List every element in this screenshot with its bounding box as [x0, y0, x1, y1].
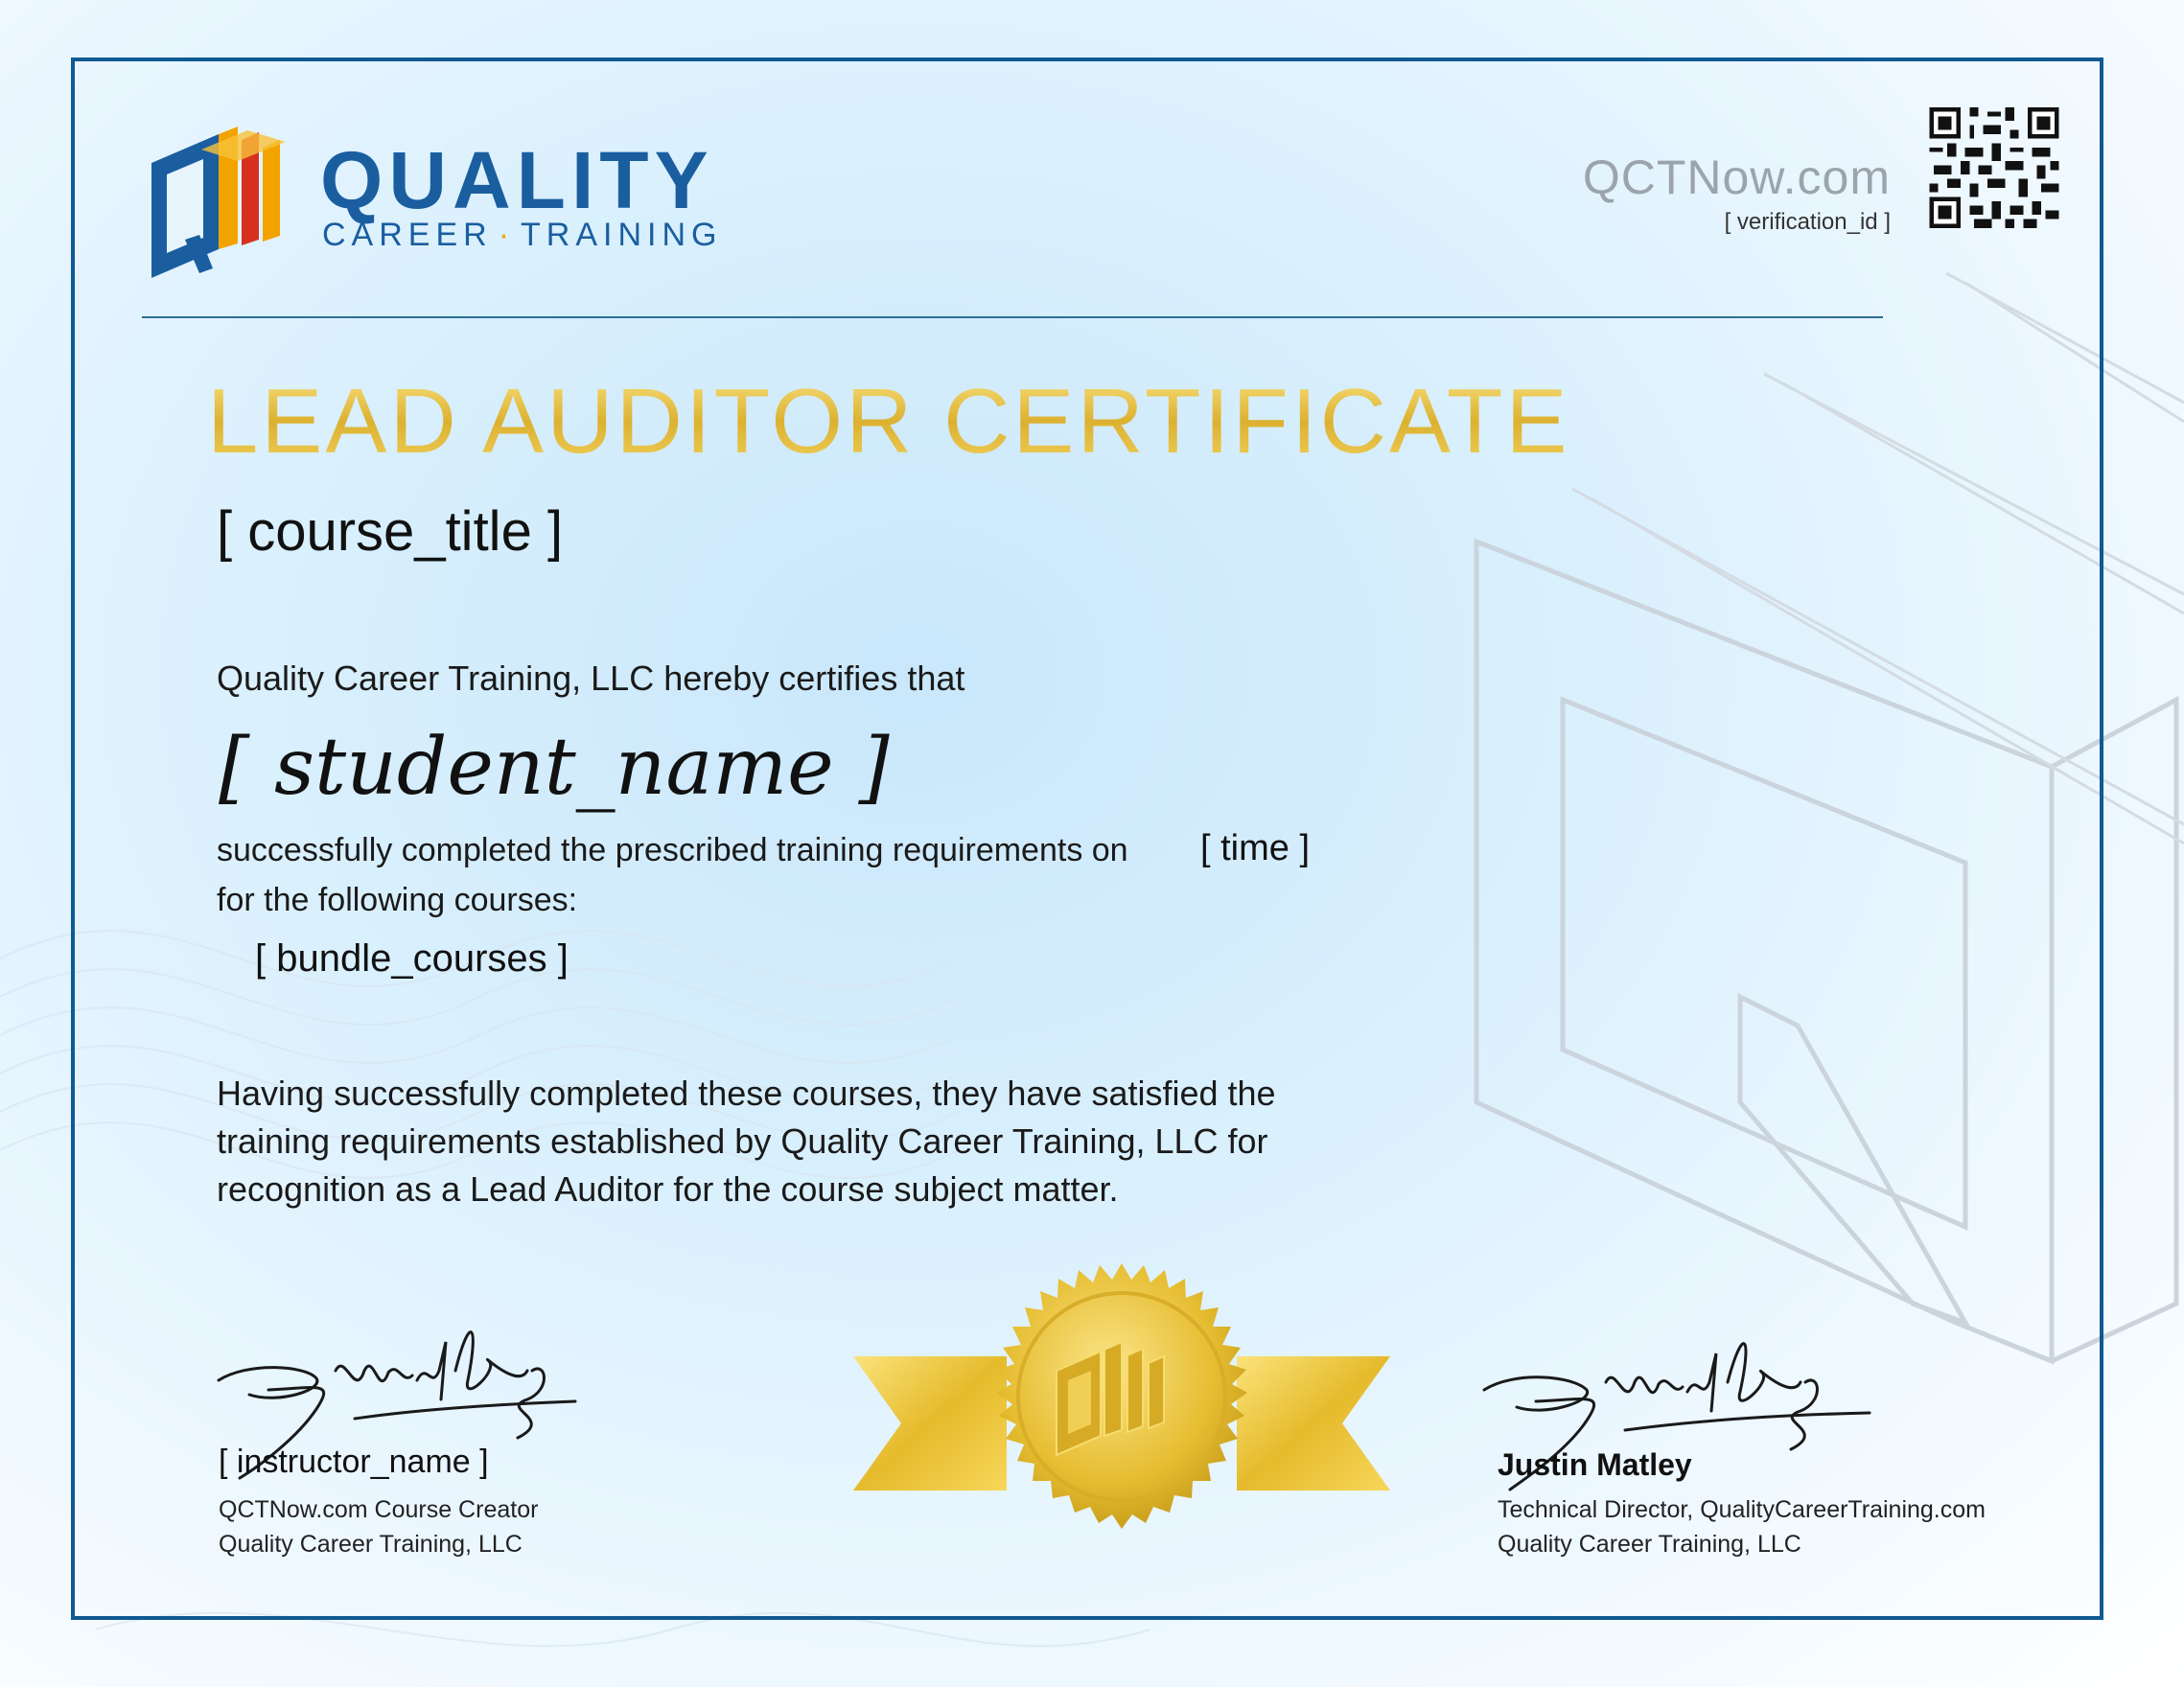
director-name: Justin Matley [1498, 1447, 1692, 1482]
certifies-text: Quality Career Training, LLC hereby certifies that [217, 659, 965, 698]
logo-subtitle: CAREER · TRAINING [322, 217, 723, 253]
instructor-name: [ instructor_name ] [219, 1444, 489, 1480]
site-name: QCTNow.com [1582, 150, 1891, 204]
instructor-org: Quality Career Training, LLC [219, 1531, 523, 1558]
qct-logo-icon [142, 125, 295, 288]
qr-code-icon [1929, 107, 2059, 228]
paragraph-line: training requirements established by Quality Career Training, LLC for [217, 1121, 1268, 1161]
logo-wordmark: QUALITY [320, 135, 714, 225]
gold-seal-icon [844, 1256, 1400, 1591]
paragraph-line: recognition as a Lead Auditor for the course subject matter. [217, 1169, 1119, 1209]
course-title: [ course_title ] [217, 500, 564, 563]
completed-text: successfully completed the prescribed training requirements on [217, 832, 1128, 868]
completion-time: [ time ] [1200, 828, 1311, 868]
director-role: Technical Director, QualityCareerTraining.com [1498, 1496, 1986, 1523]
bundle-courses: [ bundle_courses ] [255, 937, 569, 980]
instructor-role: QCTNow.com Course Creator [219, 1496, 539, 1523]
recognition-paragraph [217, 1070, 1463, 1213]
student-name: [ student_name ] [219, 722, 890, 813]
header-divider [142, 316, 1883, 318]
following-courses-text: for the following courses: [217, 882, 578, 918]
verification-id: [ verification_id ] [1724, 209, 1891, 235]
director-org: Quality Career Training, LLC [1498, 1531, 1801, 1558]
paragraph-line: Having successfully completed these courses, they have satisfied the [217, 1074, 1276, 1113]
certificate-title: LEAD AUDITOR CERTIFICATE [207, 370, 1570, 473]
